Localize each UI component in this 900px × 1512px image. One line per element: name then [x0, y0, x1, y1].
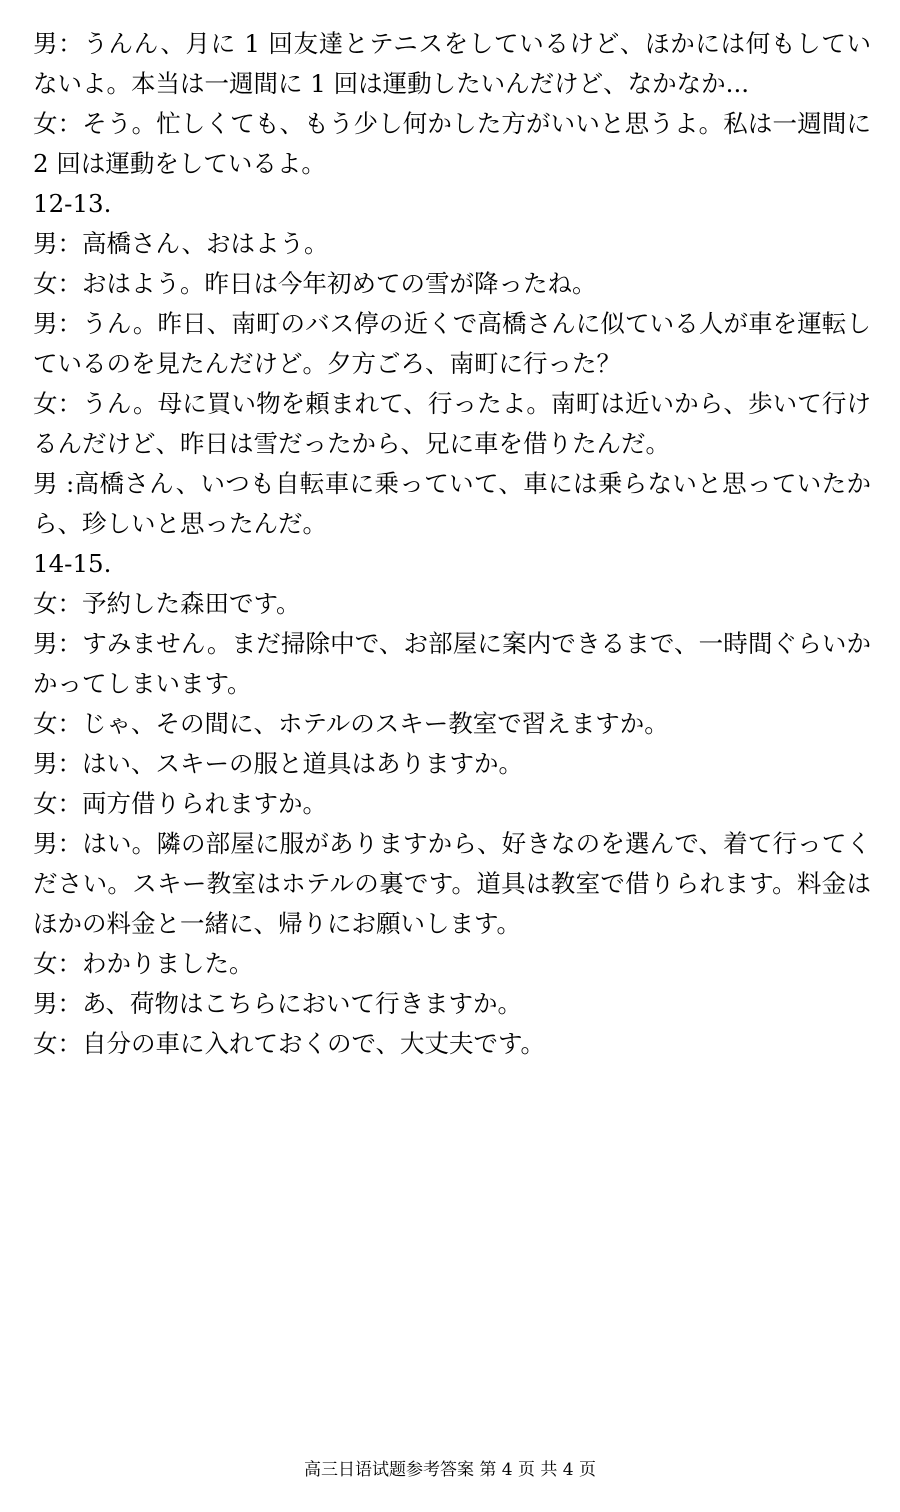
dialogue-line: 男：はい。隣の部屋に服がありますから、好きなのを選んで、着て行ってください。スキー教室はホテルの裏です。道具は教室で借りられます。料金はほかの料金と一緒に、帰りにお願いします。 — [33, 829, 871, 938]
dialogue-line: 女：わかりました。 — [33, 949, 254, 978]
dialogue-line: 男：すみません。まだ掃除中で、お部屋に案内できるまで、一時間ぐらいかかってしまいます。 — [33, 629, 871, 698]
page-footer: 高三日语试题参考答案 第 4 页 共 4 页 — [303, 1460, 597, 1480]
dialogue-line: 男：あ、荷物はこちらにおいて行きますか。 — [33, 989, 523, 1018]
transcript — [33, 24, 871, 1064]
dialogue-line: 女：じゃ、その間に、ホテルのスキー教室で習えますか。 — [33, 709, 669, 738]
dialogue-line: 男：うん。昨日、南町のバス停の近くで高橋さんに似ている人が車を運転しているのを見たんだけど。夕方ごろ、南町に行った？ — [33, 309, 871, 378]
dialogue-line: 女：自分の車に入れておくので、大丈夫です。 — [33, 1029, 546, 1058]
question-number: 14-15. — [33, 549, 112, 578]
dialogue-line: 男 :高橋さん、いつも自転車に乗っていて、車には乗らないと思っていたから、珍しいと思ったんだ。 — [33, 469, 871, 538]
dialogue-line: 女：両方借りられますか。 — [33, 789, 327, 818]
dialogue-line: 女：予約した森田です。 — [33, 589, 301, 618]
question-number: 12-13. — [33, 189, 112, 218]
dialogue-line: 男：高橋さん、おはよう。 — [33, 229, 329, 258]
dialogue-line: 男：はい、スキーの服と道具はありますか。 — [33, 749, 523, 778]
dialogue-line: 女：そう。忙しくても、もう少し何かした方がいいと思うよ。私は一週間に 2 回は運動をしているよ。 — [33, 109, 871, 178]
dialogue-line: 男：うんん、月に 1 回友達とテニスをしているけど、ほかには何もしていないよ。本当は一週間に 1 回は運動したいんだけど、なかなか... — [33, 29, 871, 98]
dialogue-line: 女：うん。母に買い物を頼まれて、行ったよ。南町は近いから、歩いて行けるんだけど、昨日は雪だったから、兄に車を借りたんだ。 — [33, 389, 871, 458]
dialogue-line: 女：おはよう。昨日は今年初めての雪が降ったね。 — [33, 269, 597, 298]
